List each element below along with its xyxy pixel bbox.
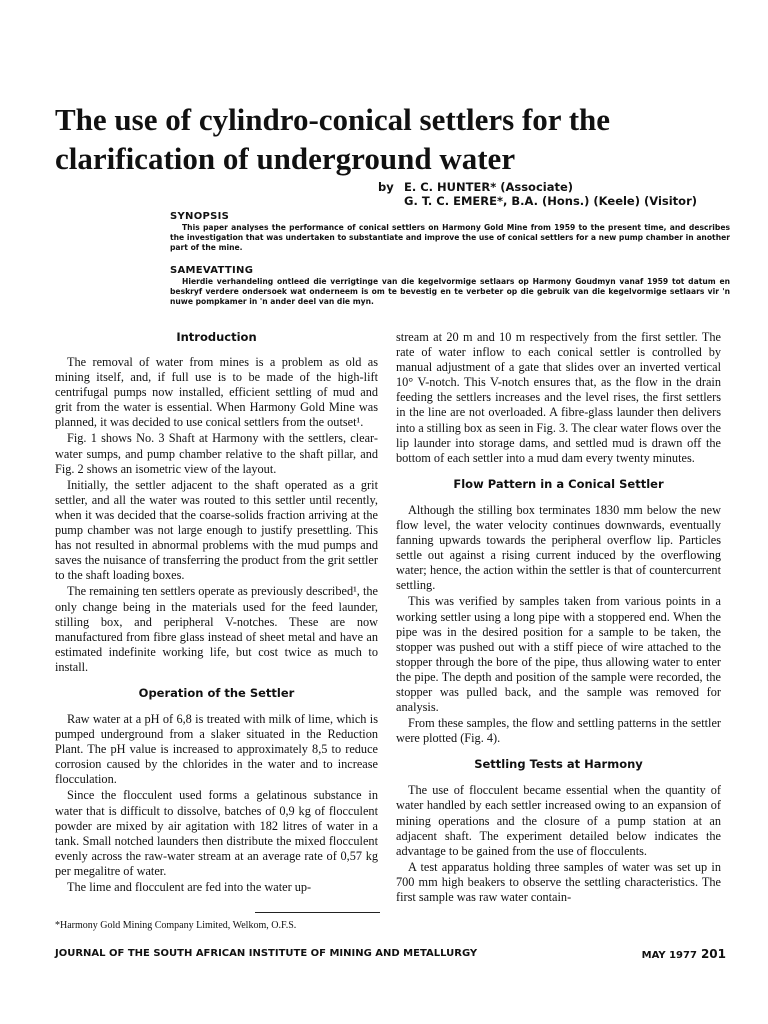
paragraph: stream at 20 m and 10 m respectively from the first settler. The rate of water inflow to each conical settler is controlled by manual adjustment of a gate that slides over an inverted vertical 10° V-notch. This V-notch ensures that, as the flow in the drain feeding the settlers increases and the level rises, the first settlers in the line are not overloaded. A fibre-glass launder then delivers into a stilling box as seen in Fig. 3. The clear water flows over the lip launder into storage dams, and settled mud is drawn off the bottom of each settler into a mud dam every twenty minutes. — [396, 330, 721, 465]
paragraph: A test apparatus holding three samples of water was set up in 700 mm high beakers to observe the settling characteristics. The first sample was raw water contain- — [396, 859, 721, 904]
paragraph: The removal of water from mines is a problem as old as mining itself, and, if full use is to be made of the high-lift centrifugal pumps now installed, efficient settling of mud and grit from the water is essential. When Harmony Gold Mine was planned, it was decided to use conical settlers from the outset¹. — [55, 355, 378, 430]
synopsis-text: This paper analyses the performance of conical settlers on Harmony Gold Mine from 1959 to the present time, and describes the investigation that was undertaken to substantiate and improve the use of conical settlers for a new pump chamber in another part of the mine. — [170, 223, 730, 252]
samevatting-block — [170, 265, 730, 307]
author-row-1 — [378, 180, 738, 194]
author-hunter: E. C. HUNTER* (Associate) — [404, 180, 574, 194]
right-column — [396, 330, 721, 906]
paragraph: Since the flocculent used forms a gelatinous substance in water that is difficult to dissolve, batches of 0,9 kg of flocculent powder are mixed by air agitation with 182 litres of water in a tank. Small notched launders then distribute the mixed flocculent evenly across the raw-water stream at an average rate of 0,57 kg per megalitre of water. — [55, 788, 378, 878]
samevatting-text: Hierdie verhandeling ontleed die verrigtinge van die kegelvormige setlaars op Harmony Goudmyn vanaf 1959 tot datum en beskryf verdere ondersoek wat onderneem is om te bevestig en te verbeter op die gebruik van die kegelvormige setlaars vir 'n nuwe pompkamer in 'n ander deel van die myn. — [170, 277, 730, 306]
section-heading-introduction: Introduction — [176, 330, 257, 344]
paragraph: The lime and flocculent are fed into the water up- — [67, 880, 312, 894]
author-row-2 — [378, 194, 738, 208]
journal-name: JOURNAL OF THE SOUTH AFRICAN INSTITUTE OF MINING AND METALLURGY — [55, 948, 478, 959]
author-emere: G. T. C. EMERE*, B.A. (Hons.) (Keele) (Visitor) — [404, 194, 697, 208]
section-heading-operation: Operation of the Settler — [138, 685, 295, 700]
paragraph: Initially, the settler adjacent to the shaft operated as a grit settler, and all the water was routed to this settler until recently, when it was decided that the coarse-solids fraction arriving at the pump chamber was not large enough to justify presettling. This has not resulted in abnormal problems with the mud pumps and saves the nuisance of transferring the product from the grit settler to the shaft loading boxes. — [55, 477, 378, 583]
samevatting-heading: SAMEVATTING — [170, 265, 254, 276]
paragraph: Although the stilling box terminates 1830 mm below the new flow level, the water velocity continues downwards, eventually fanning upwards towards the peripheral overflow lip. Particles settle out against a rising current induced by the overflowing water; hence, the action within the settler is that of countercurrent settling. — [396, 502, 721, 593]
left-column — [55, 330, 378, 896]
footnote: *Harmony Gold Mining Company Limited, Welkom, O.F.S. — [55, 920, 297, 931]
synopsis-block — [170, 211, 730, 253]
paragraph: This was verified by samples taken from various points in a working settler using a long pipe with a stoppered end. When the pipe was in the desired position for a sample to be taken, the stopper was pushed out with a stiff piece of wire attached to the stopper through the bore of the pipe, thus allowing water to enter the pipe. The depth and position of the sample were recorded, the stopper was pulled back, and the sample was removed for analysis. — [396, 594, 721, 715]
footnote-rule — [255, 912, 380, 913]
author-block — [378, 180, 738, 208]
paragraph: From these samples, the flow and settling patterns in the settler were plotted (Fig. 4). — [396, 716, 721, 746]
synopsis-heading: SYNOPSIS — [170, 211, 230, 222]
article-title: The use of cylindro-conical settlers for the clarification of underground water — [55, 102, 611, 176]
section-heading-flow-pattern: Flow Pattern in a Conical Settler — [453, 476, 664, 491]
author-prefix: by — [378, 180, 394, 194]
issue-info — [636, 948, 726, 962]
paragraph: The remaining ten settlers operate as previously described¹, the only change being in the materials used for the feed launder, stilling box, and peripheral V-notches. These are now manufactured from fibre glass instead of sheet metal and have an estimated indefinite working life, but cost twice as much to install. — [55, 584, 378, 674]
paragraph: The use of flocculent became essential when the quantity of water handled by each settler increased owing to an expansion of mining operations and the closure of a pump station at an adjacent shaft. The experiment detailed below indicates the advantage to be gained from the use of flocculents. — [396, 783, 721, 858]
page-number: 201 — [700, 947, 726, 961]
paragraph: Raw water at a pH of 6,8 is treated with milk of lime, which is pumped underground from a slaker situated in the Reduction Plant. The pH value is increased to approximately 8,5 to reduce corrosion caused by the chlorides in the water and to increase flocculation. — [55, 711, 378, 787]
issue-date: MAY 1977 — [641, 950, 697, 961]
paragraph: Fig. 1 shows No. 3 Shaft at Harmony with the settlers, clear-water sumps, and pump chamber relative to the shaft pillar, and Fig. 2 shows an isometric view of the layout. — [55, 431, 378, 476]
section-heading-settling-tests: Settling Tests at Harmony — [474, 757, 643, 772]
